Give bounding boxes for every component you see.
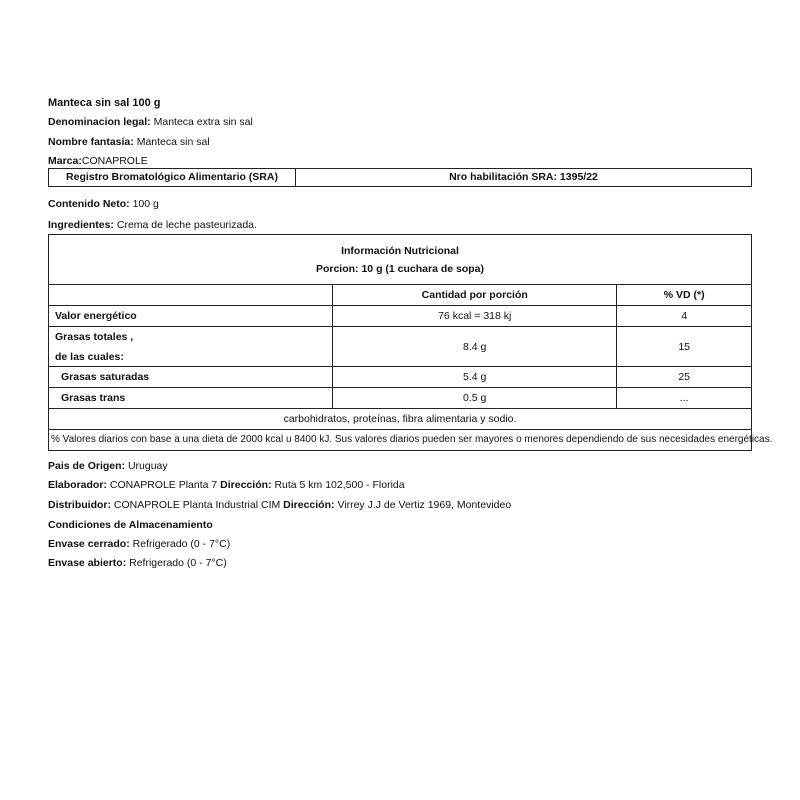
nutrient-vd: 15: [617, 327, 752, 367]
envase-abierto-label: Envase abierto:: [48, 557, 127, 569]
distribuidor-line: [48, 498, 511, 512]
nutrient-name: Valor energético: [49, 306, 333, 327]
envase-cerrado-value: Refrigerado (0 - 7°C): [132, 538, 231, 550]
registro-label: Registro Bromatológico Alimentario (SRA): [49, 169, 296, 186]
fantasia-value: Manteca sin sal: [136, 136, 210, 148]
elaborador-label: Elaborador:: [48, 479, 107, 491]
nutrient-amount: 5.4 g: [333, 367, 617, 388]
almacenamiento-title: Condiciones de Almacenamiento: [48, 519, 213, 531]
contenido-value: 100 g: [132, 198, 159, 210]
contenido-label: Contenido Neto:: [48, 198, 130, 210]
origen-label: Pais de Origen:: [48, 460, 126, 472]
nutrition-table: [48, 234, 773, 451]
ingredientes-value: Crema de leche pasteurizada.: [116, 219, 257, 231]
distribuidor-direccion-label: Dirección:: [283, 499, 335, 511]
marca-line: [48, 154, 148, 168]
nutrient-amount: 76 kcal = 318 kj: [333, 306, 617, 327]
envase-abierto-line: [48, 556, 227, 570]
distribuidor-label: Distribuidor:: [48, 499, 111, 511]
envase-cerrado-label: Envase cerrado:: [48, 538, 130, 550]
nutrient-name: Grasas totales ,: [55, 330, 134, 343]
nutrition-footnote-daily-values: % Valores diarios con base a una dieta de 2000 kcal u 8400 kJ. Sus valores diarios pueden ser mayores o menores dependiendo de sus necesidades energéticas.: [49, 430, 752, 451]
distribuidor-value: CONAPROLE Planta Industrial CIM: [113, 499, 281, 511]
origen-value: Uruguay: [127, 460, 168, 472]
envase-cerrado-line: [48, 537, 230, 551]
column-header-amount: Cantidad por porción: [333, 285, 617, 306]
elaborador-line: [48, 478, 405, 492]
column-header-blank: [49, 285, 333, 306]
fantasia-line: [48, 135, 210, 149]
elaborador-value: CONAPROLE Planta 7: [109, 479, 218, 491]
nutrient-name: Grasas saturadas: [49, 367, 333, 388]
contenido-line: [48, 197, 159, 211]
registro-number: Nro habilitación SRA: 1395/22: [449, 171, 598, 183]
nutrient-name-subtitle: de las cuales:: [55, 350, 124, 363]
table-row: [49, 306, 752, 327]
origen-line: [48, 459, 168, 473]
denominacion-label: Denominacion legal:: [48, 116, 151, 128]
ingredientes-line: [48, 218, 257, 232]
denominacion-line: [48, 115, 253, 129]
table-row: [49, 388, 752, 409]
fantasia-label: Nombre fantasía:: [48, 136, 134, 148]
distribuidor-direccion-value: Virrey J.J de Vertiz 1969, Montevideo: [337, 499, 512, 511]
nutrition-footnote-nutrients: carbohidratos, proteínas, fibra alimentaria y sodio.: [49, 409, 752, 430]
nutrient-amount: 8.4 g: [333, 327, 617, 367]
nutrient-vd: 4: [617, 306, 752, 327]
nutrition-header: [49, 235, 752, 285]
nutrition-portion: Porcion: 10 g (1 cuchara de sopa): [315, 262, 485, 275]
nutrient-vd: 25: [617, 367, 752, 388]
envase-abierto-value: Refrigerado (0 - 7°C): [129, 557, 227, 569]
registro-box: [48, 168, 752, 187]
denominacion-value: Manteca extra sin sal: [153, 116, 253, 128]
nutrition-title: Información Nutricional: [341, 244, 459, 257]
nutrient-name-cell: [49, 327, 333, 367]
product-title: Manteca sin sal 100 g: [48, 97, 161, 109]
column-header-vd: % VD (*): [617, 285, 752, 306]
table-row: [49, 327, 752, 367]
table-row: [49, 367, 752, 388]
nutrient-vd: ...: [617, 388, 752, 409]
marca-value: CONAPROLE: [81, 155, 148, 167]
nutrient-name: Grasas trans: [49, 388, 333, 409]
nutrient-amount: 0.5 g: [333, 388, 617, 409]
ingredientes-label: Ingredientes:: [48, 219, 114, 231]
nutrition-column-header: [49, 285, 752, 306]
marca-label: Marca:: [48, 155, 82, 167]
elaborador-direccion-label: Dirección:: [220, 479, 272, 491]
elaborador-direccion-value: Ruta 5 km 102,500 - Florida: [274, 479, 405, 491]
